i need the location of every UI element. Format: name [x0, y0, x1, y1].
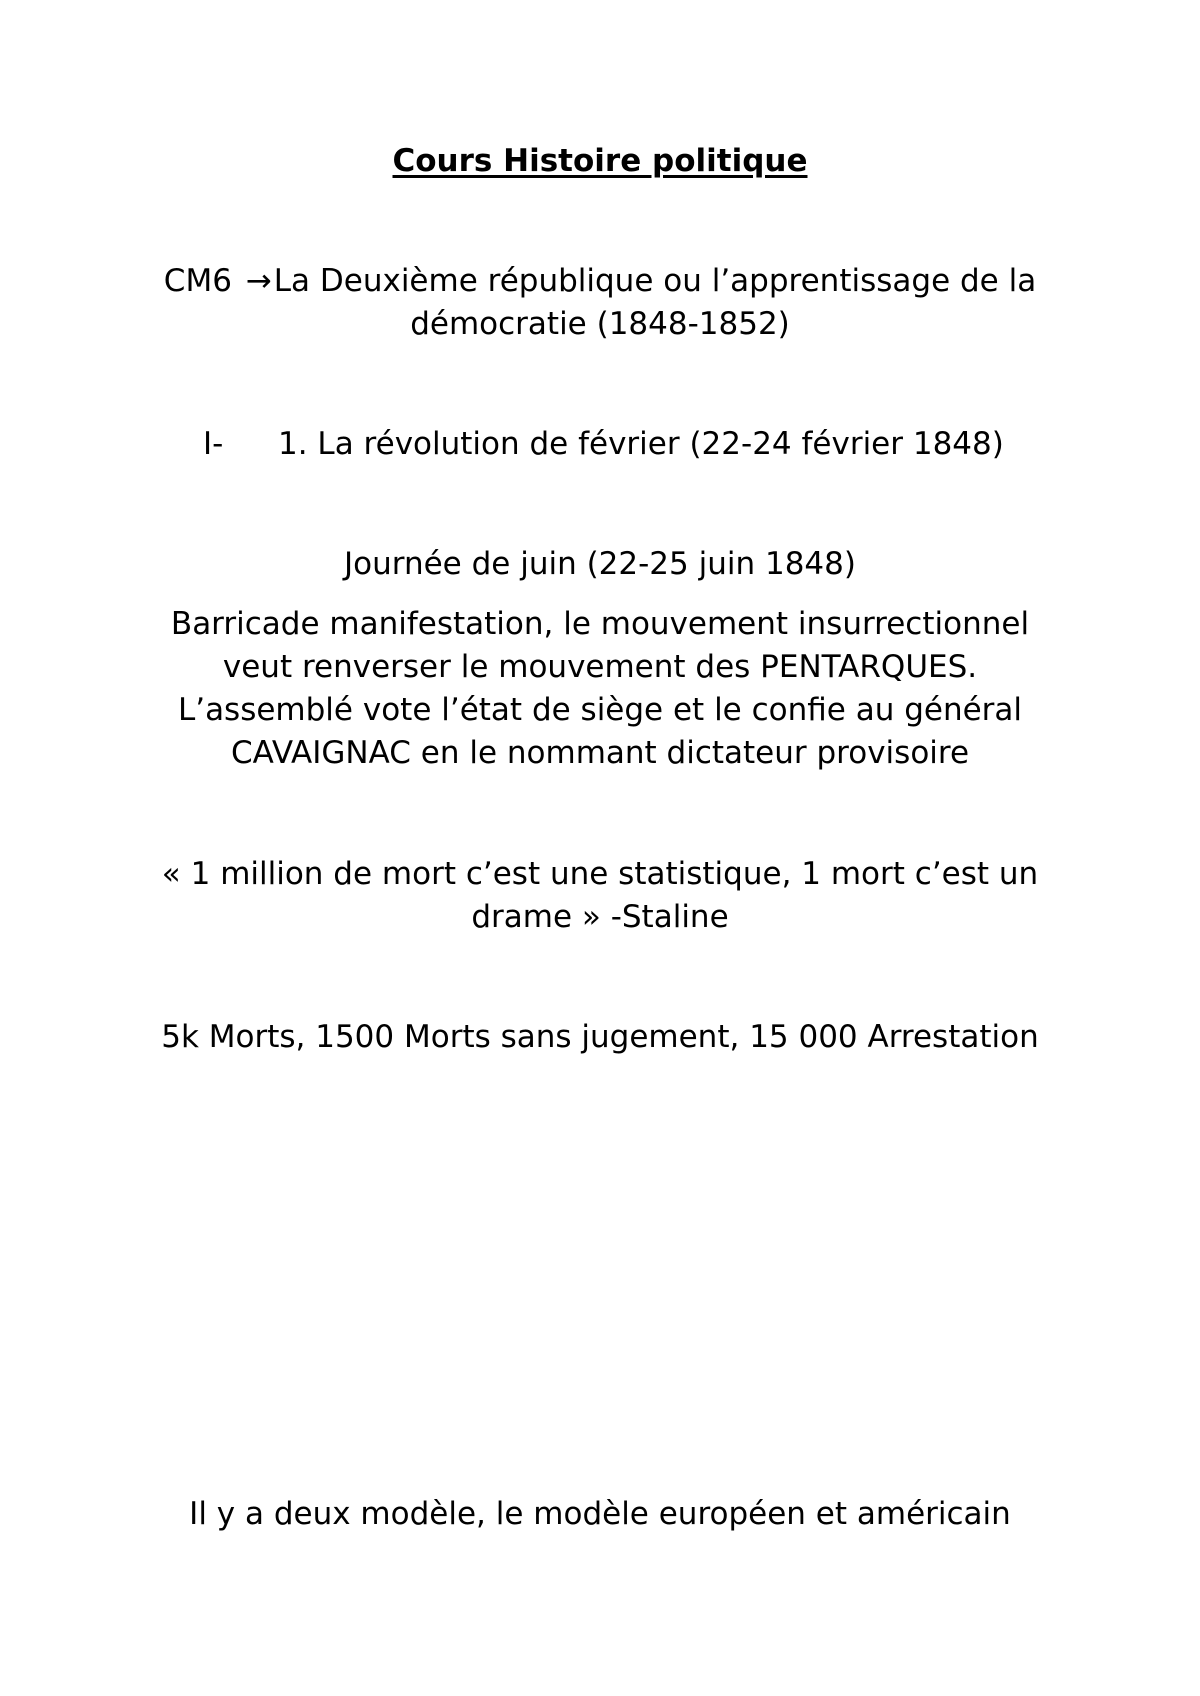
paragraph-line: Barricade manifestation, le mouvement insurrectionnel [170, 606, 1030, 642]
quote-line-1: « 1 million de mort c’est une statistique, 1 mort c’est un [161, 856, 1039, 892]
course-title-text: La Deuxième république ou l’apprentissage de la [273, 263, 1037, 299]
closing-line: Il y a deux modèle, le modèle européen et américain [189, 1496, 1011, 1532]
quote-line-2: drame » -Staline [471, 899, 729, 935]
statistics-line: 5k Morts, 1500 Morts sans jugement, 15 000 Arrestation [161, 1019, 1039, 1055]
course-label: CM6 [163, 263, 232, 299]
paragraph-line: veut renverser le mouvement des PENTARQUES. [222, 649, 978, 685]
subheading: Journée de juin (22-25 juin 1848) [344, 546, 856, 582]
course-title-line-2: démocratie (1848-1852) [410, 306, 790, 342]
section-heading: 1. La révolution de février (22-24 février 1848) [278, 426, 1004, 462]
section-heading-row [0, 423, 1200, 466]
paragraph-line: L’assemblé vote l’état de siège et le confie au général [177, 692, 1023, 728]
right-arrow-icon: → [245, 263, 272, 299]
page-title: Cours Histoire politique [392, 143, 808, 179]
paragraph-line: CAVAIGNAC en le nommant dictateur provisoire [230, 735, 970, 771]
course-title-line-1 [0, 260, 1200, 303]
section-number: I- [203, 426, 224, 462]
